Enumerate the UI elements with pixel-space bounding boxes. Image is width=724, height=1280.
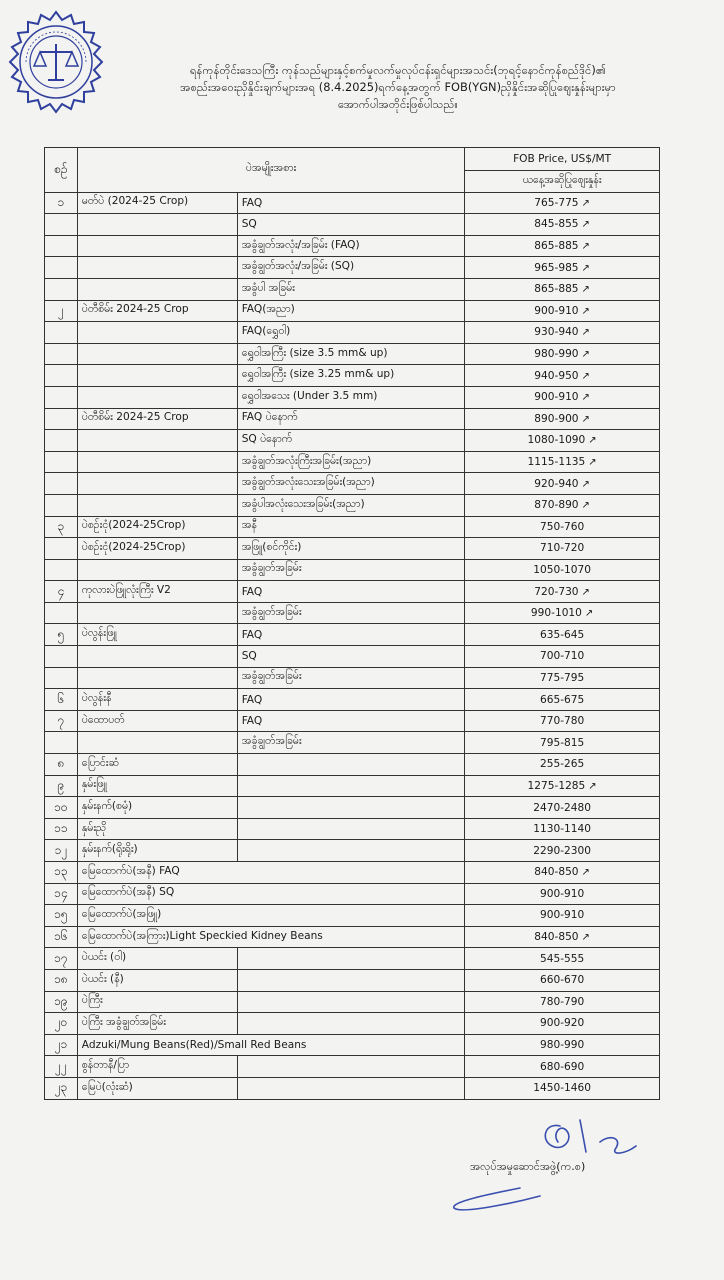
row-price [465, 1034, 660, 1056]
row-grade [237, 754, 465, 776]
row-item-name [77, 343, 237, 365]
row-grade: အခွံချွတ်အလုံး/အခြမ်း (FAQ) [237, 235, 465, 257]
row-item-name: မြေထောက်ပဲ(အကြား)Light Speckied Kidney Beans [77, 926, 237, 948]
row-item-name: ပဲကြီး [77, 991, 237, 1013]
table-row [45, 905, 660, 927]
row-item-name [77, 235, 237, 257]
row-grade [237, 818, 465, 840]
row-item-name: နှမ်းနက်(စမုံ) [77, 797, 237, 819]
row-serial-no [45, 235, 78, 257]
table-row [45, 322, 660, 344]
row-price-value: 2290-2300 [533, 844, 591, 857]
row-price-value: 1115-1135 [527, 456, 586, 469]
row-grade: FAQ [237, 581, 465, 603]
table-row [45, 797, 660, 819]
header-line-1: ရန်ကုန်တိုင်းဒေသကြီး ကုန်သည်များနှင့်စက်မှုလက်မှုလုပ်ငန်းရှင်များအသင်း(ဘုရင့်နောင်ကုန်စည်ဒိုင်)၏ [190, 63, 606, 77]
row-price-value: 255-265 [539, 758, 585, 771]
row-serial-no [45, 602, 78, 624]
row-grade: အခွံပါ အခြမ်း [237, 278, 465, 300]
row-price [465, 235, 660, 257]
price-tick-mark-icon: ↗ [581, 413, 590, 425]
price-tick-mark-icon: ↗ [581, 327, 590, 339]
price-tick-mark-icon: ↗ [581, 932, 590, 944]
row-price-value: 865-885 [534, 283, 579, 296]
row-serial-no [45, 322, 78, 344]
table-row [45, 581, 660, 603]
table-row [45, 278, 660, 300]
row-serial-no: ၁၃ [45, 862, 78, 884]
row-serial-no: ၇ [45, 710, 78, 732]
table-row [45, 1013, 660, 1035]
row-serial-no [45, 451, 78, 473]
row-serial-no: ၂၂ [45, 1056, 78, 1078]
row-serial-no: ၅ [45, 624, 78, 646]
row-price-value: 720-730 [534, 585, 579, 598]
association-seal [4, 10, 108, 114]
row-price-value: 635-645 [539, 628, 585, 641]
row-price [465, 1013, 660, 1035]
header-serial-no: စဉ် [45, 148, 78, 193]
row-price [465, 192, 660, 214]
table-row [45, 969, 660, 991]
row-grade: FAQ(အညာ) [237, 300, 465, 322]
row-price-value: 1275-1285 [527, 779, 586, 792]
row-item-name [77, 494, 237, 516]
table-row [45, 365, 660, 387]
row-price [465, 322, 660, 344]
row-price [465, 1077, 660, 1099]
table-row [45, 451, 660, 473]
row-price [465, 365, 660, 387]
row-item-name: ပြောင်းဆံ [77, 754, 237, 776]
header-line-2: အစည်းအဝေးညှိနှိုင်းချက်များအရ (8.4.2025)ရက်နေ့အတွက် FOB(YGN)ညှိနှိုင်းအဆိုပြုဈေးနှုန်းများမှာ [180, 80, 616, 94]
row-item-name [77, 278, 237, 300]
row-grade [237, 862, 465, 884]
row-item-name [77, 257, 237, 279]
price-tick-mark-icon: ↗ [581, 219, 590, 231]
row-serial-no [45, 365, 78, 387]
row-price [465, 969, 660, 991]
row-grade: အဖြူ(စင်ကိုင်း) [237, 538, 465, 560]
row-item-name [77, 473, 237, 495]
price-tick-mark-icon: ↗ [588, 457, 597, 469]
row-price [465, 278, 660, 300]
table-row [45, 257, 660, 279]
row-item-name: ပဲလွန်းဖြူ [77, 624, 237, 646]
row-price [465, 602, 660, 624]
row-grade: ရွှေဝါအသေး (Under 3.5 mm) [237, 386, 465, 408]
row-price-value: 900-920 [539, 1017, 585, 1030]
price-tick-mark-icon: ↗ [588, 435, 597, 447]
row-price-value: 1050-1070 [533, 563, 591, 576]
row-price [465, 1056, 660, 1078]
row-price-value: 710-720 [539, 542, 585, 555]
table-row [45, 991, 660, 1013]
row-item-name: ပဲစဉ်းငုံ(2024-25Crop) [77, 516, 237, 538]
row-price-value: 920-940 [534, 477, 579, 490]
row-price-value: 845-855 [534, 218, 579, 231]
row-grade [237, 1077, 465, 1099]
row-item-name: ပဲတီစိမ်း 2024-25 Crop [77, 300, 237, 322]
table-row [45, 926, 660, 948]
signature-label: အလုပ်အမှုဆောင်အဖွဲ့(က.စ) [470, 1160, 586, 1173]
row-serial-no [45, 430, 78, 452]
row-price-value: 795-815 [539, 736, 585, 749]
price-tick-mark-icon: ↗ [588, 780, 597, 792]
row-price-value: 890-900 [534, 412, 579, 425]
table-row [45, 430, 660, 452]
table-row [45, 343, 660, 365]
row-item-name [77, 451, 237, 473]
row-price-value: 900-910 [534, 304, 579, 317]
row-serial-no: ၁၁ [45, 818, 78, 840]
table-row [45, 840, 660, 862]
row-serial-no: ၉ [45, 775, 78, 797]
row-grade [237, 775, 465, 797]
row-price [465, 451, 660, 473]
row-serial-no [45, 538, 78, 560]
row-serial-no [45, 667, 78, 689]
row-price-value: 990-1010 [530, 607, 582, 620]
row-serial-no [45, 408, 78, 430]
row-item-name [77, 602, 237, 624]
price-tick-mark-icon: ↗ [581, 241, 590, 253]
row-price [465, 516, 660, 538]
row-price [465, 494, 660, 516]
row-price-value: 750-760 [539, 520, 585, 533]
price-tick-mark-icon: ↗ [581, 586, 590, 598]
row-serial-no [45, 646, 78, 668]
row-grade: ရွှေဝါအကြီး (size 3.5 mm& up) [237, 343, 465, 365]
table-row [45, 559, 660, 581]
row-grade: SQ [237, 214, 465, 236]
row-price-value: 900-910 [539, 887, 585, 900]
row-price-value: 665-675 [539, 693, 585, 706]
row-price-value: 965-985 [534, 261, 579, 274]
row-item-name [77, 214, 237, 236]
price-tick-mark-icon: ↗ [581, 500, 590, 512]
table-row [45, 235, 660, 257]
price-table [44, 147, 660, 1100]
table-row [45, 948, 660, 970]
row-price [465, 343, 660, 365]
table-row [45, 732, 660, 754]
row-price [465, 689, 660, 711]
row-grade [237, 797, 465, 819]
row-grade: အခွံချွတ်အလုံးသေးအခြမ်း(အညာ) [237, 473, 465, 495]
table-row [45, 775, 660, 797]
row-serial-no [45, 559, 78, 581]
row-item-name [77, 386, 237, 408]
row-serial-no: ၁၉ [45, 991, 78, 1013]
row-item-name: မြေထောက်ပဲ(အဖြူ) [77, 905, 237, 927]
row-price [465, 991, 660, 1013]
row-serial-no: ၆ [45, 689, 78, 711]
row-grade: အခွံချွတ်အခြမ်း [237, 667, 465, 689]
row-item-name [77, 646, 237, 668]
row-item-name: နှမ်းဖြူ [77, 775, 237, 797]
row-item-name: ပဲလွန်းနီ [77, 689, 237, 711]
row-grade: အခွံချွတ်အလုံးကြီးအခြမ်း(အညာ) [237, 451, 465, 473]
table-row [45, 494, 660, 516]
row-serial-no [45, 278, 78, 300]
row-price [465, 840, 660, 862]
row-serial-no: ၁၅ [45, 905, 78, 927]
row-price [465, 818, 660, 840]
row-serial-no [45, 214, 78, 236]
price-tick-mark-icon: ↗ [584, 608, 594, 620]
row-serial-no [45, 473, 78, 495]
price-tick-mark-icon: ↗ [581, 305, 590, 317]
row-price [465, 581, 660, 603]
price-tick-mark-icon: ↗ [581, 478, 590, 490]
row-price [465, 926, 660, 948]
table-row [45, 646, 660, 668]
row-serial-no: ၁၀ [45, 797, 78, 819]
row-price-value: 700-710 [539, 650, 585, 663]
row-serial-no: ၄ [45, 581, 78, 603]
row-grade: FAQ [237, 624, 465, 646]
row-price-value: 1130-1140 [533, 823, 591, 836]
row-price-value: 865-885 [534, 240, 579, 253]
row-price-value: 840-850 [534, 866, 579, 879]
row-serial-no: ၈ [45, 754, 78, 776]
row-price [465, 775, 660, 797]
row-item-name: နှမ်းနက်(ရိုးရိုး) [77, 840, 237, 862]
row-serial-no [45, 386, 78, 408]
row-grade [237, 969, 465, 991]
price-tick-mark-icon: ↗ [581, 370, 590, 382]
row-grade: FAQ [237, 710, 465, 732]
table-row [45, 473, 660, 495]
price-tick-mark-icon: ↗ [581, 284, 590, 296]
row-serial-no: ၁၄ [45, 883, 78, 905]
price-tick-mark-icon: ↗ [581, 392, 590, 404]
header-proposed-price: ယနေ့အဆိုပြုဈေးနှုန်း [465, 171, 660, 193]
header-fob-price: FOB Price, US$/MT [465, 148, 660, 171]
table-row [45, 818, 660, 840]
row-price [465, 214, 660, 236]
row-price [465, 862, 660, 884]
row-price-value: 765-775 [534, 196, 579, 209]
table-row [45, 624, 660, 646]
row-price-value: 1450-1460 [533, 1082, 591, 1095]
row-serial-no: ၁၂ [45, 840, 78, 862]
row-item-name: ပဲထောပတ် [77, 710, 237, 732]
row-price [465, 710, 660, 732]
row-serial-no [45, 494, 78, 516]
row-serial-no: ၂၀ [45, 1013, 78, 1035]
row-price [465, 905, 660, 927]
row-item-name [77, 365, 237, 387]
row-price-value: 780-790 [539, 995, 585, 1008]
header-line-3: အောက်ပါအတိုင်းဖြစ်ပါသည်။ [337, 97, 458, 111]
row-item-name: Adzuki/Mung Beans(Red)/Small Red Beans [77, 1034, 237, 1056]
row-serial-no: ၂၃ [45, 1077, 78, 1099]
row-item-name [77, 430, 237, 452]
row-grade: အခွံပါအလုံးသေးအခြမ်း(အညာ) [237, 494, 465, 516]
row-grade: SQ [237, 646, 465, 668]
row-serial-no: ၁ [45, 192, 78, 214]
row-grade: ရွှေဝါအကြီး (size 3.25 mm& up) [237, 365, 465, 387]
row-price [465, 732, 660, 754]
row-item-name: မြေပဲ(လုံးဆံ) [77, 1077, 237, 1099]
table-row [45, 710, 660, 732]
price-tick-mark-icon: ↗ [581, 349, 590, 361]
row-price [465, 646, 660, 668]
row-item-name: ပဲကြီး အခွံချွတ်အခြမ်း [77, 1013, 237, 1035]
row-price [465, 257, 660, 279]
row-price-value: 940-950 [534, 369, 579, 382]
row-price [465, 430, 660, 452]
row-price [465, 797, 660, 819]
row-price [465, 473, 660, 495]
table-row [45, 689, 660, 711]
row-item-name: မတ်ပဲ (2024-25 Crop) [77, 192, 237, 214]
table-row [45, 538, 660, 560]
row-grade: အနီ [237, 516, 465, 538]
row-serial-no: ၁၆ [45, 926, 78, 948]
row-serial-no: ၁၈ [45, 969, 78, 991]
row-serial-no: ၁၇ [45, 948, 78, 970]
row-price-value: 980-990 [539, 1039, 585, 1052]
row-grade: FAQ ပဲနောက် [237, 408, 465, 430]
row-grade: FAQ [237, 689, 465, 711]
row-grade [237, 883, 465, 905]
row-item-name: မြေထောက်ပဲ(အနီ) FAQ [77, 862, 237, 884]
row-grade: FAQ(ရွှေဝါ) [237, 322, 465, 344]
row-serial-no [45, 732, 78, 754]
table-row [45, 408, 660, 430]
table-row [45, 386, 660, 408]
row-price [465, 754, 660, 776]
row-price [465, 538, 660, 560]
row-price-value: 900-910 [539, 909, 585, 922]
row-grade: အခွံချွတ်အလုံး/အခြမ်း (SQ) [237, 257, 465, 279]
row-price-value: 775-795 [539, 671, 585, 684]
row-item-name: နှမ်းညို [77, 818, 237, 840]
price-tick-mark-icon: ↗ [581, 197, 590, 209]
row-price [465, 300, 660, 322]
header-item-type: ပဲအမျိုးအစား [77, 148, 464, 193]
row-price-value: 900-910 [534, 391, 579, 404]
row-item-name [77, 322, 237, 344]
row-price [465, 408, 660, 430]
row-item-name: ပဲယင်း (ဝါ) [77, 948, 237, 970]
table-row [45, 602, 660, 624]
row-price [465, 624, 660, 646]
row-price-value: 660-670 [539, 974, 585, 987]
table-row [45, 667, 660, 689]
row-price [465, 883, 660, 905]
row-grade [237, 1013, 465, 1035]
row-price-value: 980-990 [534, 348, 579, 361]
row-price [465, 948, 660, 970]
table-row [45, 1077, 660, 1099]
row-price-value: 840-850 [534, 931, 579, 944]
row-item-name [77, 732, 237, 754]
row-grade: အခွံချွတ်အခြမ်း [237, 732, 465, 754]
row-item-name: ကုလားပဲဖြူလုံးကြီး V2 [77, 581, 237, 603]
row-price-value: 545-555 [539, 952, 585, 965]
table-row [45, 214, 660, 236]
price-tick-mark-icon: ↗ [581, 867, 590, 879]
row-item-name [77, 667, 237, 689]
price-tick-mark-icon: ↗ [581, 262, 590, 274]
row-item-name: မြေထောက်ပဲ(အနီ) SQ [77, 883, 237, 905]
row-grade: FAQ [237, 192, 465, 214]
row-price [465, 559, 660, 581]
row-price-value: 930-940 [534, 326, 579, 339]
price-table-body [45, 192, 660, 1099]
document-header [118, 62, 678, 113]
table-row [45, 1056, 660, 1078]
row-price [465, 386, 660, 408]
table-row [45, 192, 660, 214]
row-item-name: ပဲယင်း (နီ) [77, 969, 237, 991]
row-grade: အခွံချွတ်အခြမ်း [237, 602, 465, 624]
table-row [45, 1034, 660, 1056]
row-grade: SQ ပဲနောက် [237, 430, 465, 452]
row-item-name: ပဲစဉ်းငုံ(2024-25Crop) [77, 538, 237, 560]
row-price-value: 770-780 [539, 715, 585, 728]
row-serial-no [45, 343, 78, 365]
row-grade: အခွံချွတ်အခြမ်း [237, 559, 465, 581]
row-price-value: 1080-1090 [527, 434, 586, 447]
table-row [45, 862, 660, 884]
table-row [45, 300, 660, 322]
row-serial-no: ၃ [45, 516, 78, 538]
row-grade [237, 905, 465, 927]
row-price-value: 680-690 [539, 1060, 585, 1073]
row-item-name [77, 559, 237, 581]
row-grade [237, 1056, 465, 1078]
row-serial-no: ၂ [45, 300, 78, 322]
row-price-value: 2470-2480 [533, 801, 591, 814]
row-grade [237, 991, 465, 1013]
row-price-value: 870-890 [534, 499, 579, 512]
row-serial-no: ၂၁ [45, 1034, 78, 1056]
table-row [45, 754, 660, 776]
row-serial-no [45, 257, 78, 279]
table-row [45, 883, 660, 905]
row-grade [237, 948, 465, 970]
row-grade [237, 840, 465, 862]
table-row [45, 516, 660, 538]
row-item-name: ပဲတီစိမ်း 2024-25 Crop [77, 408, 237, 430]
row-item-name: စွန်တာနီ/ပြာ [77, 1056, 237, 1078]
row-price [465, 667, 660, 689]
